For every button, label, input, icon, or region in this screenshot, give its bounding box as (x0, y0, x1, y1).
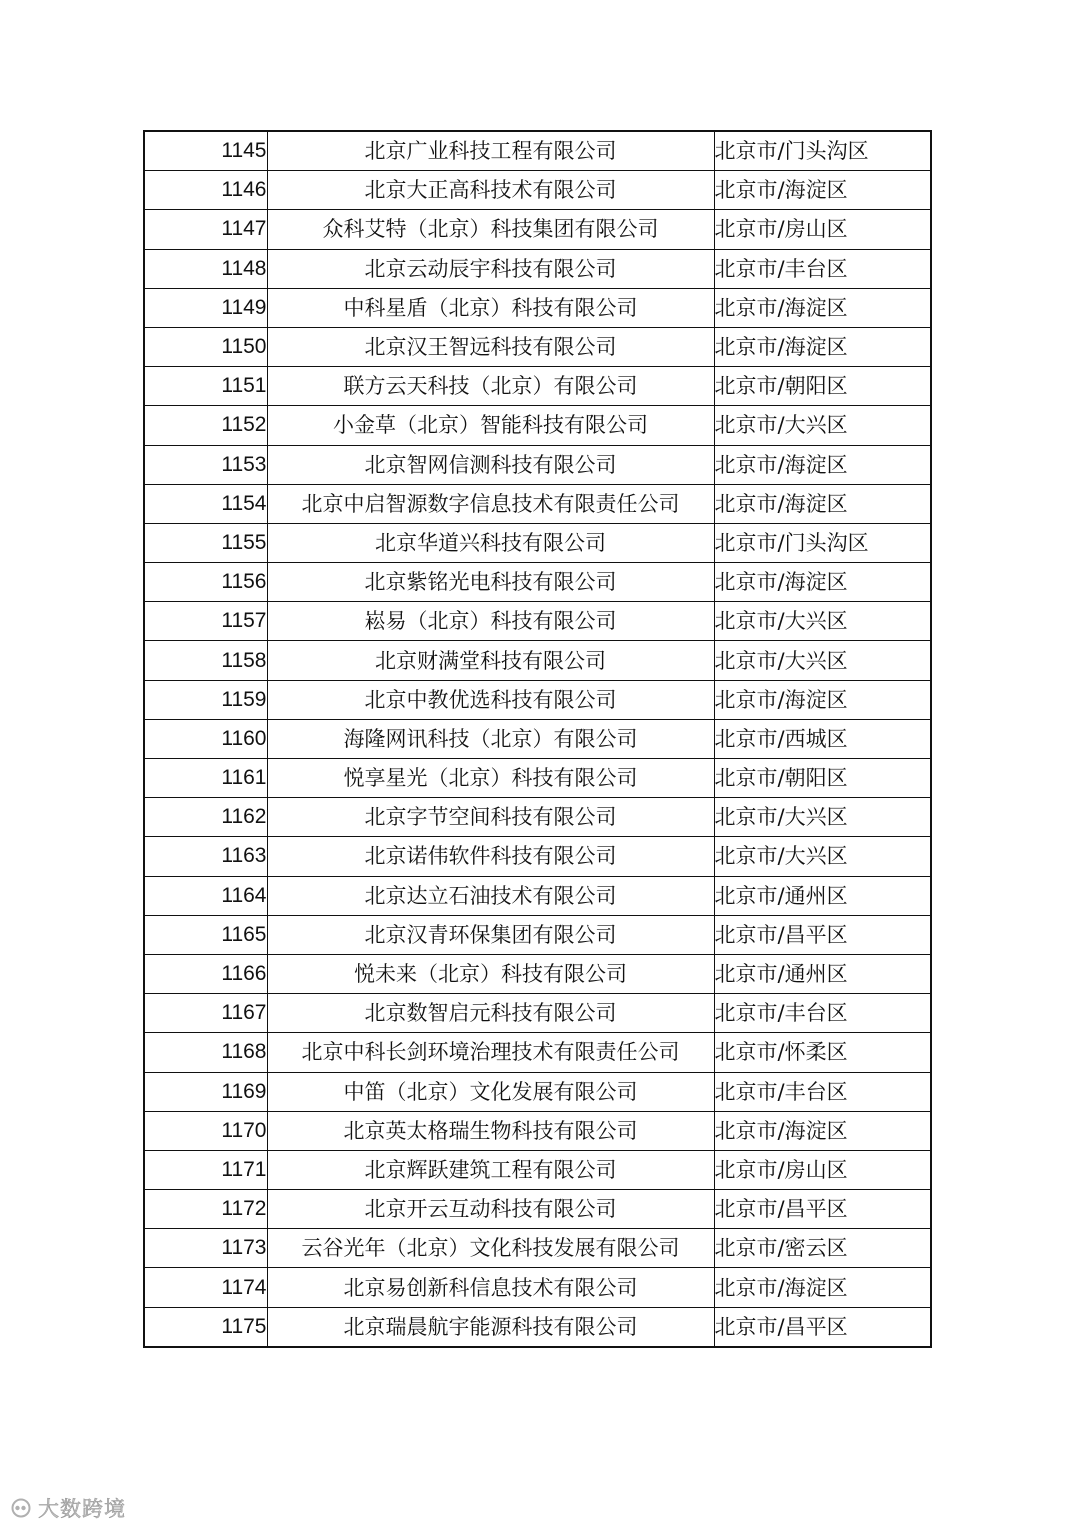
row-number: 1163 (144, 837, 267, 876)
company-name: 北京达立石油技术有限公司 (267, 876, 714, 915)
company-region: 北京市/丰台区 (714, 1072, 931, 1111)
table-row (144, 954, 931, 993)
company-name: 悦享星光（北京）科技有限公司 (267, 759, 714, 798)
company-region: 北京市/大兴区 (714, 641, 931, 680)
table-row (144, 759, 931, 798)
row-number: 1169 (144, 1072, 267, 1111)
company-name: 小金草（北京）智能科技有限公司 (267, 406, 714, 445)
row-number: 1150 (144, 327, 267, 366)
table-row (144, 288, 931, 327)
table-row (144, 876, 931, 915)
table-row (144, 171, 931, 210)
row-number: 1153 (144, 445, 267, 484)
watermark-text: 大数跨境 (38, 1497, 126, 1521)
company-name: 北京数智启元科技有限公司 (267, 994, 714, 1033)
company-region: 北京市/西城区 (714, 719, 931, 758)
company-region: 北京市/通州区 (714, 876, 931, 915)
row-number: 1147 (144, 210, 267, 249)
row-number: 1158 (144, 641, 267, 680)
row-number: 1161 (144, 759, 267, 798)
table-row (144, 719, 931, 758)
table-row (144, 367, 931, 406)
table-row (144, 210, 931, 249)
table-row (144, 1190, 931, 1229)
company-name: 海隆网讯科技（北京）有限公司 (267, 719, 714, 758)
table-row (144, 445, 931, 484)
company-name: 众科艾特（北京）科技集团有限公司 (267, 210, 714, 249)
company-region: 北京市/密云区 (714, 1229, 931, 1268)
row-number: 1157 (144, 602, 267, 641)
table-row (144, 1072, 931, 1111)
company-name: 北京智网信测科技有限公司 (267, 445, 714, 484)
row-number: 1164 (144, 876, 267, 915)
company-region: 北京市/海淀区 (714, 171, 931, 210)
brand-logo-icon (10, 1497, 32, 1519)
company-region: 北京市/大兴区 (714, 406, 931, 445)
company-name: 北京中启智源数字信息技术有限责任公司 (267, 484, 714, 523)
company-name: 北京诺伟软件科技有限公司 (267, 837, 714, 876)
table-row (144, 994, 931, 1033)
table-row (144, 327, 931, 366)
company-name: 北京财满堂科技有限公司 (267, 641, 714, 680)
company-region: 北京市/丰台区 (714, 249, 931, 288)
row-number: 1154 (144, 484, 267, 523)
table-row (144, 1229, 931, 1268)
company-name: 北京辉跃建筑工程有限公司 (267, 1150, 714, 1189)
row-number: 1168 (144, 1033, 267, 1072)
table-row (144, 1150, 931, 1189)
company-name: 北京英太格瑞生物科技有限公司 (267, 1111, 714, 1150)
table-row (144, 798, 931, 837)
company-name: 北京云动辰宇科技有限公司 (267, 249, 714, 288)
table-row (144, 837, 931, 876)
row-number: 1170 (144, 1111, 267, 1150)
company-name: 联方云天科技（北京）有限公司 (267, 367, 714, 406)
table-row (144, 1307, 931, 1347)
table-row (144, 1111, 931, 1150)
watermark (10, 1494, 126, 1522)
row-number: 1156 (144, 563, 267, 602)
company-name: 北京中教优选科技有限公司 (267, 680, 714, 719)
table-row (144, 484, 931, 523)
row-number: 1148 (144, 249, 267, 288)
table-row (144, 563, 931, 602)
row-number: 1155 (144, 523, 267, 562)
table-body (144, 131, 931, 1347)
row-number: 1160 (144, 719, 267, 758)
row-number: 1167 (144, 994, 267, 1033)
company-region: 北京市/海淀区 (714, 288, 931, 327)
company-region: 北京市/房山区 (714, 210, 931, 249)
company-region: 北京市/海淀区 (714, 1268, 931, 1307)
company-region: 北京市/门头沟区 (714, 131, 931, 171)
company-name: 中科星盾（北京）科技有限公司 (267, 288, 714, 327)
company-region: 北京市/海淀区 (714, 563, 931, 602)
company-region: 北京市/大兴区 (714, 837, 931, 876)
table-row (144, 131, 931, 171)
table-row (144, 1033, 931, 1072)
row-number: 1175 (144, 1307, 267, 1347)
company-name: 北京字节空间科技有限公司 (267, 798, 714, 837)
table-row (144, 406, 931, 445)
row-number: 1159 (144, 680, 267, 719)
company-name: 北京开云互动科技有限公司 (267, 1190, 714, 1229)
company-name: 北京大正高科技术有限公司 (267, 171, 714, 210)
table-row (144, 602, 931, 641)
company-region: 北京市/朝阳区 (714, 759, 931, 798)
row-number: 1145 (144, 131, 267, 171)
company-name: 北京中科长剑环境治理技术有限责任公司 (267, 1033, 714, 1072)
row-number: 1166 (144, 954, 267, 993)
row-number: 1172 (144, 1190, 267, 1229)
table-row (144, 680, 931, 719)
company-region: 北京市/海淀区 (714, 327, 931, 366)
company-name: 崧易（北京）科技有限公司 (267, 602, 714, 641)
company-region: 北京市/通州区 (714, 954, 931, 993)
company-region: 北京市/门头沟区 (714, 523, 931, 562)
company-region: 北京市/大兴区 (714, 798, 931, 837)
company-name: 北京华道兴科技有限公司 (267, 523, 714, 562)
row-number: 1173 (144, 1229, 267, 1268)
company-region: 北京市/海淀区 (714, 680, 931, 719)
table-row (144, 641, 931, 680)
company-region: 北京市/大兴区 (714, 602, 931, 641)
row-number: 1146 (144, 171, 267, 210)
company-name: 中笛（北京）文化发展有限公司 (267, 1072, 714, 1111)
company-region: 北京市/昌平区 (714, 1190, 931, 1229)
company-name: 北京易创新科信息技术有限公司 (267, 1268, 714, 1307)
row-number: 1171 (144, 1150, 267, 1189)
company-name: 云谷光年（北京）文化科技发展有限公司 (267, 1229, 714, 1268)
row-number: 1149 (144, 288, 267, 327)
company-name: 北京瑞晨航宇能源科技有限公司 (267, 1307, 714, 1347)
company-region: 北京市/怀柔区 (714, 1033, 931, 1072)
table-row (144, 523, 931, 562)
company-name: 北京紫铭光电科技有限公司 (267, 563, 714, 602)
company-region: 北京市/海淀区 (714, 445, 931, 484)
company-region: 北京市/朝阳区 (714, 367, 931, 406)
company-name: 北京汉王智远科技有限公司 (267, 327, 714, 366)
row-number: 1165 (144, 915, 267, 954)
company-region: 北京市/昌平区 (714, 915, 931, 954)
company-region: 北京市/昌平区 (714, 1307, 931, 1347)
company-name: 悦未来（北京）科技有限公司 (267, 954, 714, 993)
company-region: 北京市/海淀区 (714, 484, 931, 523)
company-region: 北京市/丰台区 (714, 994, 931, 1033)
row-number: 1174 (144, 1268, 267, 1307)
company-name: 北京汉青环保集团有限公司 (267, 915, 714, 954)
table-row (144, 1268, 931, 1307)
row-number: 1151 (144, 367, 267, 406)
table-row (144, 249, 931, 288)
company-region: 北京市/海淀区 (714, 1111, 931, 1150)
company-region: 北京市/房山区 (714, 1150, 931, 1189)
row-number: 1162 (144, 798, 267, 837)
table-row (144, 915, 931, 954)
row-number: 1152 (144, 406, 267, 445)
company-name: 北京广业科技工程有限公司 (267, 131, 714, 171)
company-list-table (143, 130, 932, 1348)
